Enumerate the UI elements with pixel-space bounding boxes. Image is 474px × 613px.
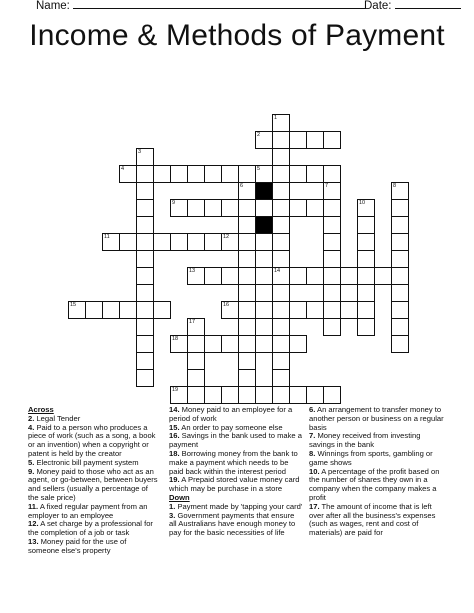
grid-cell[interactable] <box>136 250 154 268</box>
clue-item-number: 16. <box>169 431 180 441</box>
grid-cell[interactable] <box>391 284 409 302</box>
grid-cell[interactable] <box>391 335 409 353</box>
clue-item-text: Government payments that ensure all Australians have enough money to pay for the basic necessities of life <box>169 510 296 538</box>
grid-cell[interactable] <box>136 182 154 200</box>
grid-cell[interactable] <box>221 165 239 183</box>
grid-cell[interactable] <box>255 386 273 404</box>
grid-cell[interactable] <box>357 250 375 268</box>
name-label: Name: <box>36 0 70 12</box>
grid-cell[interactable] <box>85 301 103 319</box>
grid-cell[interactable] <box>289 301 307 319</box>
clue-item-number: 13. <box>28 536 39 546</box>
clue-item-text: A Prepaid stored value money card which may be purchase in a store <box>169 475 300 494</box>
clue-number: 1 <box>274 115 278 121</box>
grid-cell[interactable] <box>306 199 324 217</box>
grid-cell[interactable] <box>255 131 273 149</box>
clue-number: 7 <box>325 183 329 189</box>
grid-cell[interactable] <box>204 199 222 217</box>
clue-item <box>169 512 303 538</box>
clue-item-text: Money received from investing savings in the bank <box>309 431 421 450</box>
clue-number: 4 <box>121 166 125 172</box>
grid-cell[interactable] <box>323 250 341 268</box>
clue-item-number: 2. <box>28 413 35 423</box>
grid-cell[interactable] <box>323 199 341 217</box>
clue-number: 13 <box>189 268 196 274</box>
clue-item-text: A set charge by a professional for the completion of a job or task <box>28 519 153 538</box>
grid-cell[interactable] <box>272 301 290 319</box>
grid-cell[interactable] <box>170 335 188 353</box>
clue-item-number: 18. <box>169 448 180 458</box>
grid-cell[interactable] <box>255 335 273 353</box>
grid-cell[interactable] <box>323 131 341 149</box>
grid-cell[interactable] <box>357 216 375 234</box>
grid-cell[interactable] <box>221 335 239 353</box>
grid-cell[interactable] <box>204 267 222 285</box>
grid-cell[interactable] <box>323 216 341 234</box>
grid-cell[interactable] <box>272 182 290 200</box>
grid-cell[interactable] <box>187 352 205 370</box>
clue-item <box>169 406 303 424</box>
grid-cell[interactable] <box>357 199 375 217</box>
grid-cell[interactable] <box>272 386 290 404</box>
grid-cell[interactable] <box>374 267 392 285</box>
grid-cell[interactable] <box>323 182 341 200</box>
clue-item-text: Legal Tender <box>34 413 81 423</box>
clue-item-number: 15. <box>169 422 180 432</box>
grid-cell[interactable] <box>323 386 341 404</box>
clue-number: 10 <box>359 200 366 206</box>
clue-item <box>28 468 158 503</box>
clue-item <box>28 503 158 521</box>
clue-item <box>309 406 445 432</box>
grid-cell[interactable] <box>255 199 273 217</box>
grid-cell[interactable] <box>289 131 307 149</box>
grid-cell[interactable] <box>306 165 324 183</box>
grid-cell[interactable] <box>272 148 290 166</box>
grid-cell[interactable] <box>238 369 256 387</box>
clue-item <box>309 468 445 503</box>
clue-item <box>28 538 158 556</box>
clue-item-number: 3. <box>169 510 176 520</box>
grid-cell[interactable] <box>204 165 222 183</box>
grid-cell[interactable] <box>187 386 205 404</box>
grid-cell[interactable] <box>68 301 86 319</box>
grid-cell[interactable] <box>255 165 273 183</box>
grid-cell[interactable] <box>187 233 205 251</box>
grid-cell[interactable] <box>238 352 256 370</box>
grid-cell[interactable] <box>221 301 239 319</box>
grid-cell[interactable] <box>187 199 205 217</box>
clue-item-number: 11. <box>28 501 39 511</box>
grid-cell[interactable] <box>306 131 324 149</box>
clue-item-text: Borrowing money from the bank to make a payment which needs to be paid back within the interest period <box>169 448 298 476</box>
name-line[interactable] <box>73 0 365 9</box>
grid-cell[interactable] <box>272 131 290 149</box>
clue-number: 16 <box>223 302 230 308</box>
page-title: Income & Methods of Payment <box>29 19 445 52</box>
grid-cell[interactable] <box>272 114 290 132</box>
name-header <box>36 0 365 12</box>
clue-item-text: Money paid to an employee for a period of work <box>169 405 293 423</box>
clue-item-number: 6. <box>309 405 316 414</box>
clue-item-text: Paid to a person who produces a piece of work (such as a song, a book or an invention) when a copyright or patent is held by the creator <box>28 422 156 458</box>
grid-cell[interactable] <box>170 199 188 217</box>
clue-item-text: Savings in the bank used to make a payment <box>169 431 302 450</box>
grid-cell[interactable] <box>255 233 273 251</box>
grid-cell[interactable] <box>391 301 409 319</box>
grid-cell[interactable] <box>238 250 256 268</box>
grid-cell[interactable] <box>102 301 120 319</box>
grid-cell[interactable] <box>170 233 188 251</box>
grid-cell[interactable] <box>272 233 290 251</box>
grid-cell[interactable] <box>255 301 273 319</box>
clue-number: 15 <box>70 302 77 308</box>
grid-cell[interactable] <box>323 284 341 302</box>
grid-cell[interactable] <box>204 233 222 251</box>
grid-cell[interactable] <box>204 386 222 404</box>
grid-cell[interactable] <box>204 335 222 353</box>
grid-cell[interactable] <box>289 267 307 285</box>
clue-item-text: Payment made by 'tapping your card' <box>175 501 303 511</box>
clue-item-number: 17. <box>309 501 320 511</box>
grid-cell[interactable] <box>221 233 239 251</box>
clue-section-heading: Across <box>28 405 54 414</box>
grid-cell[interactable] <box>187 318 205 336</box>
clues-column-3 <box>309 406 445 538</box>
grid-cell[interactable] <box>272 352 290 370</box>
grid-cell[interactable] <box>391 267 409 285</box>
clue-number: 8 <box>393 183 397 189</box>
clue-item-text: A fixed regular payment from an employer to an employee <box>28 501 148 520</box>
grid-cell[interactable] <box>136 369 154 387</box>
grid-cell[interactable] <box>238 233 256 251</box>
clue-number: 19 <box>172 387 179 393</box>
grid-cell[interactable] <box>289 335 307 353</box>
grid-cell[interactable] <box>272 267 290 285</box>
clue-item-number: 12. <box>28 519 39 529</box>
grid-cell[interactable] <box>272 250 290 268</box>
grid-cell[interactable] <box>272 284 290 302</box>
grid-cell[interactable] <box>391 233 409 251</box>
grid-cell[interactable] <box>340 301 358 319</box>
clue-item-number: 8. <box>309 448 316 458</box>
grid-cell[interactable] <box>238 386 256 404</box>
grid-cell[interactable] <box>136 233 154 251</box>
grid-cell[interactable] <box>136 318 154 336</box>
grid-cell[interactable] <box>306 386 324 404</box>
grid-cell[interactable] <box>136 301 154 319</box>
grid-cell[interactable] <box>187 335 205 353</box>
grid-cell[interactable] <box>272 335 290 353</box>
grid-cell[interactable] <box>136 165 154 183</box>
grid-cell[interactable] <box>272 199 290 217</box>
clue-number: 14 <box>274 268 281 274</box>
clue-item <box>169 450 303 476</box>
grid-cell[interactable] <box>306 267 324 285</box>
clue-item-number: 1. <box>169 501 176 511</box>
grid-cell[interactable] <box>136 267 154 285</box>
grid-cell[interactable] <box>323 301 341 319</box>
grid-cell[interactable] <box>357 267 375 285</box>
grid-cell[interactable] <box>221 386 239 404</box>
clue-item-text: An order to pay someone else <box>179 422 283 432</box>
grid-cell[interactable] <box>136 199 154 217</box>
grid-cell[interactable] <box>102 233 120 251</box>
grid-cell[interactable] <box>357 301 375 319</box>
grid-cell[interactable] <box>272 369 290 387</box>
grid-cell[interactable] <box>357 284 375 302</box>
grid-cell[interactable] <box>289 199 307 217</box>
clue-number: 9 <box>172 200 176 206</box>
clue-item <box>309 450 445 468</box>
grid-cell[interactable] <box>255 267 273 285</box>
grid-cell[interactable] <box>187 267 205 285</box>
grid-cell[interactable] <box>323 233 341 251</box>
grid-cell[interactable] <box>323 267 341 285</box>
clue-number: 17 <box>189 319 196 325</box>
grid-cell[interactable] <box>238 284 256 302</box>
grid-cell[interactable] <box>238 267 256 285</box>
grid-cell[interactable] <box>136 148 154 166</box>
grid-cell[interactable] <box>272 216 290 234</box>
clue-number: 6 <box>240 183 244 189</box>
grid-cell[interactable] <box>153 301 171 319</box>
clue-number: 12 <box>223 234 230 240</box>
grid-cell[interactable] <box>238 165 256 183</box>
grid-cell[interactable] <box>238 182 256 200</box>
grid-cell[interactable] <box>391 216 409 234</box>
grid-cell[interactable] <box>391 182 409 200</box>
grid-cell[interactable] <box>391 199 409 217</box>
grid-cell[interactable] <box>119 165 137 183</box>
clues-column-2 <box>169 406 303 538</box>
grid-cell[interactable] <box>272 318 290 336</box>
clue-item <box>309 432 445 450</box>
grid-cell[interactable] <box>357 318 375 336</box>
grid-cell[interactable] <box>187 165 205 183</box>
grid-cell[interactable] <box>340 267 358 285</box>
grid-cell[interactable] <box>136 352 154 370</box>
grid-cell[interactable] <box>153 165 171 183</box>
clue-section-heading: Down <box>169 492 190 502</box>
clue-number: 5 <box>257 166 261 172</box>
grid-cell[interactable] <box>306 301 324 319</box>
clue-item <box>28 424 158 459</box>
clue-number: 18 <box>172 336 179 342</box>
grid-cell[interactable] <box>153 233 171 251</box>
clue-item-number: 19. <box>169 475 180 485</box>
clues-column-1 <box>28 406 158 556</box>
clue-item <box>169 476 303 494</box>
grid-cell[interactable] <box>170 165 188 183</box>
grid-cell[interactable] <box>238 318 256 336</box>
clue-item-text: A percentage of the profit based on the number of shares they own in a company when the company makes a profit <box>309 466 440 502</box>
grid-cell[interactable] <box>391 318 409 336</box>
grid-cell[interactable] <box>238 301 256 319</box>
grid-cell-blocked <box>255 182 273 200</box>
clue-item <box>28 520 158 538</box>
grid-cell[interactable] <box>323 165 341 183</box>
grid-cell[interactable] <box>323 318 341 336</box>
date-header <box>364 0 461 12</box>
grid-cell-blocked <box>255 216 273 234</box>
grid-cell[interactable] <box>170 386 188 404</box>
date-label: Date: <box>364 0 392 12</box>
clue-item-number: 5. <box>28 457 35 467</box>
clue-item-text: Winnings from sports, gambling or game shows <box>309 448 433 467</box>
grid-cell[interactable] <box>238 335 256 353</box>
clue-item-text: Money paid to those who act as an agent, or go-between, between buyers and sellers (usually a percentage of the sale price) <box>28 466 158 502</box>
grid-cell[interactable] <box>238 216 256 234</box>
grid-cell[interactable] <box>289 165 307 183</box>
clue-item-number: 4. <box>28 422 35 432</box>
grid-cell[interactable] <box>238 199 256 217</box>
clue-item-number: 9. <box>28 466 35 476</box>
clue-item-text: An arrangement to transfer money to another person or business on a regular basis <box>309 405 444 432</box>
clue-item-text: Electronic bill payment system <box>34 457 139 467</box>
clue-number: 3 <box>138 149 142 155</box>
grid-cell[interactable] <box>221 199 239 217</box>
grid-cell[interactable] <box>391 250 409 268</box>
clue-item-number: 14. <box>169 405 180 414</box>
date-line[interactable] <box>395 0 461 9</box>
clue-item-number: 10. <box>309 466 320 476</box>
grid-cell[interactable] <box>119 301 137 319</box>
clue-item-text: The amount of income that is left over after all the business's expenses (such as wages, rent and cost of materials) are paid for <box>309 501 436 538</box>
clue-number: 11 <box>104 234 110 240</box>
clue-item <box>309 503 445 538</box>
grid-cell[interactable] <box>289 386 307 404</box>
clue-number: 2 <box>257 132 261 138</box>
grid-cell[interactable] <box>136 216 154 234</box>
grid-cell[interactable] <box>136 284 154 302</box>
grid-cell[interactable] <box>357 233 375 251</box>
clue-item-number: 7. <box>309 431 316 441</box>
grid-cell[interactable] <box>136 335 154 353</box>
grid-cell[interactable] <box>187 369 205 387</box>
clue-item <box>169 432 303 450</box>
grid-cell[interactable] <box>272 165 290 183</box>
clue-item-text: Money paid for the use of someone else's property <box>28 536 127 555</box>
grid-cell[interactable] <box>221 267 239 285</box>
grid-cell[interactable] <box>119 233 137 251</box>
